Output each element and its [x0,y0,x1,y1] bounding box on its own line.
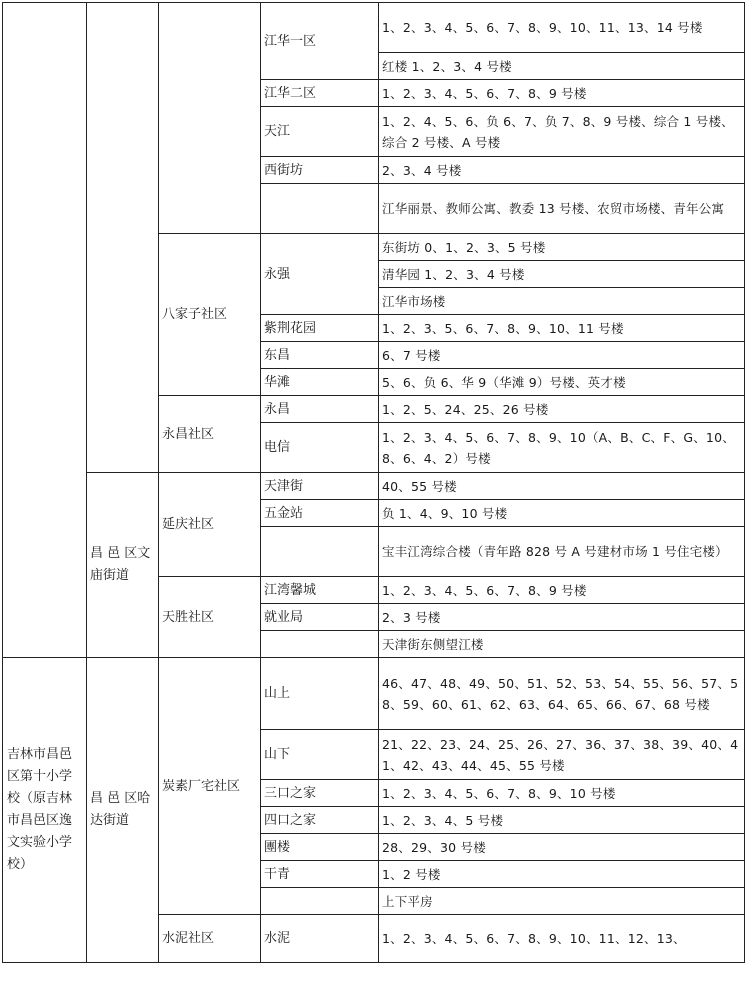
building-list-cell: 1、2、3、4、5、6、7、8、9、10 号楼 [379,780,745,807]
building-list-cell: 5、6、负 6、华 9（华滩 9）号楼、英才楼 [379,369,745,396]
residential-area-cell: 四口之家 [261,807,379,834]
building-list-cell: 46、47、48、49、50、51、52、53、54、55、56、57、58、59、60、61、62、63、64、65、66、67、68 号楼 [379,658,745,730]
table-row [3,658,745,730]
residential-area-cell: 三口之家 [261,780,379,807]
residential-area-cell: 干青 [261,861,379,888]
school-name-cell [3,3,87,658]
building-list-cell: 江华市场楼 [379,288,745,315]
community-cell: 水泥社区 [159,915,261,963]
school-name-cell: 吉林市昌邑区第十小学校（原吉林市昌邑区逸文实验小学校） [3,658,87,963]
residential-area-cell: 山上 [261,658,379,730]
street-cell: 昌 邑 区哈达街道 [87,658,159,963]
residential-area-cell [261,184,379,234]
building-list-cell: 28、29、30 号楼 [379,834,745,861]
residential-area-cell [261,631,379,658]
residential-area-cell: 紫荆花园 [261,315,379,342]
building-list-cell: 1、2、3、4、5、6、7、8、9 号楼 [379,577,745,604]
school-district-table-wrapper [2,2,745,963]
residential-area-cell: 天津街 [261,473,379,500]
community-cell: 八家子社区 [159,234,261,396]
building-list-cell: 1、2、3、4、5、6、7、8、9、10（A、B、C、F、G、10、8、6、4、2）号楼 [379,423,745,473]
street-cell: 昌 邑 区文庙街道 [87,473,159,658]
community-cell: 永昌社区 [159,396,261,473]
building-list-cell: 宝丰江湾综合楼（青年路 828 号 A 号建材市场 1 号住宅楼） [379,527,745,577]
residential-area-cell: 江华二区 [261,80,379,107]
residential-area-cell: 江华一区 [261,3,379,80]
residential-area-cell: 江湾馨城 [261,577,379,604]
building-list-cell: 江华丽景、教师公寓、教委 13 号楼、农贸市场楼、青年公寓 [379,184,745,234]
building-list-cell: 1、2、3、4、5、6、7、8、9 号楼 [379,80,745,107]
community-cell [159,3,261,234]
residential-area-cell: 山下 [261,730,379,780]
building-list-cell: 1、2、3、4、5、6、7、8、9、10、11、12、13、 [379,915,745,963]
residential-area-cell: 电信 [261,423,379,473]
residential-area-cell: 永昌 [261,396,379,423]
building-list-cell: 1、2 号楼 [379,861,745,888]
building-list-cell: 6、7 号楼 [379,342,745,369]
residential-area-cell: 就业局 [261,604,379,631]
residential-area-cell: 西街坊 [261,157,379,184]
community-cell: 天胜社区 [159,577,261,658]
building-list-cell: 天津街东侧望江楼 [379,631,745,658]
residential-area-cell: 东昌 [261,342,379,369]
building-list-cell: 负 1、4、9、10 号楼 [379,500,745,527]
residential-area-cell: 天江 [261,107,379,157]
building-list-cell: 2、3、4 号楼 [379,157,745,184]
residential-area-cell [261,527,379,577]
residential-area-cell: 水泥 [261,915,379,963]
building-list-cell: 21、22、23、24、25、26、27、36、37、38、39、40、41、42、43、44、45、55 号楼 [379,730,745,780]
building-list-cell: 1、2、4、5、6、负 6、7、负 7、8、9 号楼、综合 1 号楼、综合 2 号楼、A 号楼 [379,107,745,157]
building-list-cell: 1、2、3、5、6、7、8、9、10、11 号楼 [379,315,745,342]
residential-area-cell: 永强 [261,234,379,315]
building-list-cell: 1、2、5、24、25、26 号楼 [379,396,745,423]
community-cell: 延庆社区 [159,473,261,577]
building-list-cell: 1、2、3、4、5 号楼 [379,807,745,834]
building-list-cell: 1、2、3、4、5、6、7、8、9、10、11、13、14 号楼 [379,3,745,53]
residential-area-cell: 團楼 [261,834,379,861]
residential-area-cell: 五金站 [261,500,379,527]
building-list-cell: 红楼 1、2、3、4 号楼 [379,53,745,80]
table-row [3,473,745,500]
community-cell: 炭素厂宅社区 [159,658,261,915]
residential-area-cell [261,888,379,915]
street-cell [87,3,159,473]
table-row [3,3,745,53]
building-list-cell: 清华园 1、2、3、4 号楼 [379,261,745,288]
school-district-table [2,2,745,963]
building-list-cell: 东街坊 0、1、2、3、5 号楼 [379,234,745,261]
building-list-cell: 2、3 号楼 [379,604,745,631]
residential-area-cell: 华滩 [261,369,379,396]
building-list-cell: 上下平房 [379,888,745,915]
building-list-cell: 40、55 号楼 [379,473,745,500]
